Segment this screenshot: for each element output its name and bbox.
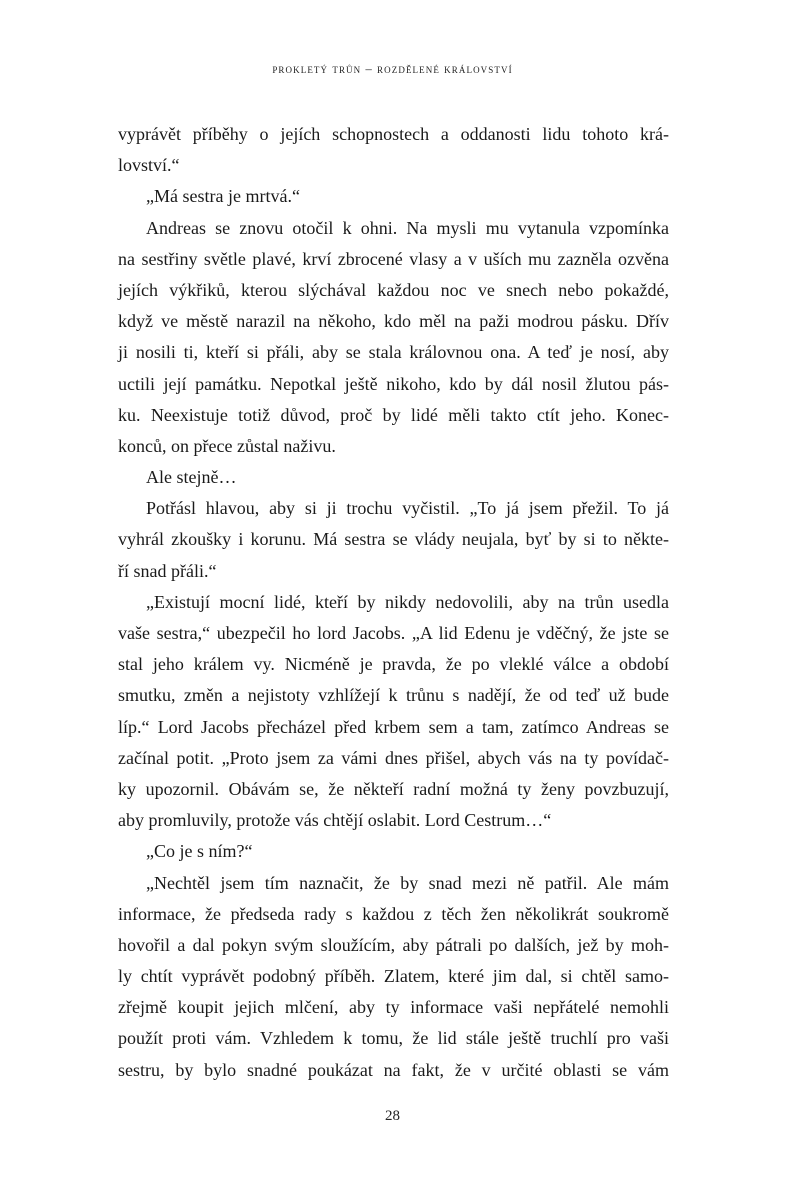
text-line: jejích výkřiků, kterou slýchával každou noc ve snech nebo pokaždé, (118, 279, 669, 300)
text-line: ku. Neexistuje totiž důvod, proč by lidé měli takto ctít jeho. Konec- (118, 404, 669, 425)
text-line: vaše sestra,“ ubezpečil ho lord Jacobs. „A lid Edenu je vděčný, že jste se (118, 623, 669, 643)
text-line: ji nosili ti, kteří si přáli, aby se stala královnou ona. A teď je nosí, aby (118, 342, 669, 363)
text-line: smutku, změn a nejistoty vzhlížejí k trůnu s nadějí, že od teď už bude (118, 685, 669, 706)
text-line: sestru, by bylo snadné poukázat na fakt, že v určité oblasti se vám (118, 1059, 669, 1080)
text-line: informace, že předseda rady s každou z těch žen několikrát soukromě (118, 903, 669, 924)
text-line: „Má sestra je mrtvá.“ (146, 186, 300, 207)
text-line: lovství.“ (118, 155, 180, 176)
text-line: ly chtít vyprávět podobný příběh. Zlatem, které jim dal, si chtěl samo- (118, 966, 669, 987)
text-line: zřejmě koupit jejich mlčení, aby ty informace vaši nepřátelé nemohli (118, 997, 669, 1018)
text-line: když ve městě narazil na někoho, kdo měl na paži modrou pásku. Dřív (118, 311, 669, 332)
text-line: na sestřiny světle plavé, krví zbrocené vlasy a v uších mu zazněla ozvěna (118, 248, 669, 269)
text-line: Ale stejně… (146, 467, 237, 488)
text-line: vyhrál zkoušky i korunu. Má sestra se vlády neujala, byť by si to někte- (118, 529, 669, 550)
text-line: uctili její památku. Nepotkal ještě nikoho, kdo by dál nosil žlutou pás- (118, 373, 669, 394)
text-line: Potřásl hlavou, aby si ji trochu vyčistil. „To já jsem přežil. To já (146, 498, 669, 519)
text-line: Andreas se znovu otočil k ohni. Na mysli mu vytanula vzpomínka (146, 217, 669, 238)
text-line: hovořil a dal pokyn svým sloužícím, aby pátrali po dalších, jež by moh- (118, 934, 669, 955)
text-line: líp.“ Lord Jacobs přecházel před krbem sem a tam, zatímco Andreas se (118, 716, 669, 737)
text-line: „Nechtěl jsem tím naznačit, že by snad mezi ně patřil. Ale mám (146, 872, 669, 893)
text-line: vyprávět příběhy o jejích schopnostech a oddanosti lidu tohoto krá- (118, 124, 669, 144)
text-line: stal jeho králem vy. Nicméně je pravda, že po vleklé válce a období (118, 654, 669, 675)
page-number: 28 (385, 1108, 400, 1124)
text-line: aby promluvily, protože vás chtějí oslabit. Lord Cestrum…“ (118, 810, 552, 831)
body-text (118, 119, 669, 1086)
text-line: „Existují mocní lidé, kteří by nikdy nedovolili, aby na trůn usedla (146, 591, 669, 612)
text-line: ky upozornil. Obávám se, že někteří radní možná ty ženy povzbuzují, (118, 778, 669, 799)
text-line: konců, on přece zůstal naživu. (118, 435, 336, 456)
text-line: ří snad přáli.“ (118, 560, 217, 581)
text-line: začínal potit. „Proto jsem za vámi dnes přišel, abych vás na ty povídač- (118, 747, 669, 768)
running-head: prokletý trůn – rozdělené království (272, 62, 513, 76)
text-line: použít proti vám. Vzhledem k tomu, že lid stále ještě truchlí pro vaši (118, 1028, 669, 1049)
text-line: „Co je s ním?“ (146, 841, 253, 862)
